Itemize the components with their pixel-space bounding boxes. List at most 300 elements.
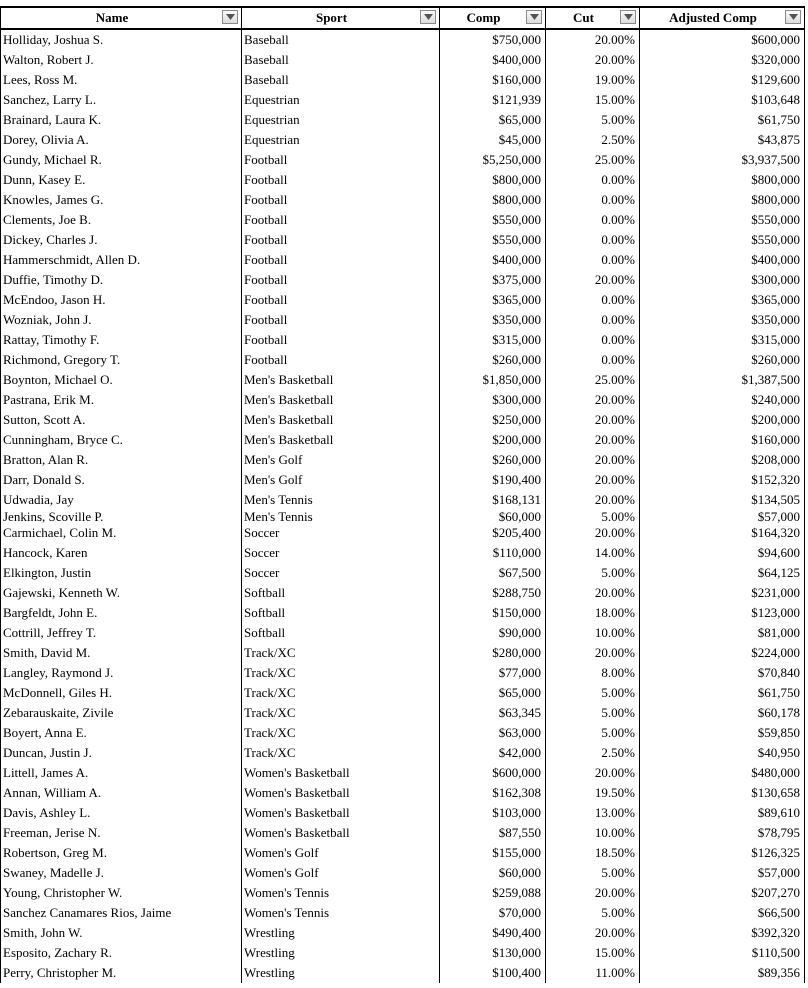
comp-cell[interactable]: $375,000	[440, 270, 546, 290]
table-row	[1, 310, 805, 330]
chevron-down-icon	[424, 14, 433, 20]
table-row	[1, 743, 805, 763]
comp-cell[interactable]: $600,000	[440, 763, 546, 783]
table-row	[1, 470, 805, 490]
cut-cell[interactable]: 0.00%	[546, 210, 640, 230]
sport-cell[interactable]: Football	[242, 170, 440, 190]
comp-cell[interactable]: $77,000	[440, 663, 546, 683]
adjusted-comp-cell[interactable]: $126,325	[640, 843, 805, 863]
name-cell[interactable]: Smith, David M.	[1, 643, 242, 663]
filter-dropdown-button[interactable]	[785, 10, 801, 24]
comp-cell[interactable]: $550,000	[440, 210, 546, 230]
adjusted-comp-cell[interactable]: $61,750	[640, 683, 805, 703]
cut-cell[interactable]: 2.50%	[546, 130, 640, 150]
comp-cell[interactable]: $259,088	[440, 883, 546, 903]
table-row	[1, 903, 805, 923]
comp-cell[interactable]: $800,000	[440, 170, 546, 190]
sport-cell[interactable]: Women's Basketball	[242, 763, 440, 783]
sport-cell[interactable]: Wrestling	[242, 943, 440, 963]
cut-cell[interactable]: 20.00%	[546, 470, 640, 490]
adjusted-comp-cell[interactable]: $103,648	[640, 90, 805, 110]
comp-cell[interactable]: $63,000	[440, 723, 546, 743]
sport-cell[interactable]: Football	[242, 230, 440, 250]
cut-cell[interactable]: 0.00%	[546, 330, 640, 350]
adjusted-comp-cell[interactable]: $800,000	[640, 190, 805, 210]
name-cell[interactable]: Rattay, Timothy F.	[1, 330, 242, 350]
comp-cell[interactable]: $42,000	[440, 743, 546, 763]
chevron-down-icon	[226, 14, 235, 20]
comp-cell[interactable]: $60,000	[440, 863, 546, 883]
table-row	[1, 783, 805, 803]
name-cell[interactable]: Sanchez Canamares Rios, Jaime	[1, 903, 242, 923]
name-cell[interactable]: Gajewski, Kenneth W.	[1, 583, 242, 603]
sport-cell[interactable]: Softball	[242, 603, 440, 623]
comp-cell[interactable]: $70,000	[440, 903, 546, 923]
spreadsheet	[0, 6, 805, 983]
cut-cell[interactable]: 25.00%	[546, 150, 640, 170]
table-row	[1, 923, 805, 943]
sport-cell[interactable]: Football	[242, 150, 440, 170]
sport-cell[interactable]: Football	[242, 210, 440, 230]
name-cell[interactable]: Carmichael, Colin M.	[1, 523, 242, 543]
cut-cell[interactable]: 20.00%	[546, 583, 640, 603]
adjusted-comp-cell[interactable]: $60,178	[640, 703, 805, 723]
name-cell[interactable]: Dunn, Kasey E.	[1, 170, 242, 190]
table-row	[1, 110, 805, 130]
cut-cell[interactable]: 13.00%	[546, 803, 640, 823]
sport-cell[interactable]: Men's Tennis	[242, 510, 440, 523]
table-row	[1, 843, 805, 863]
comp-cell[interactable]: $65,000	[440, 683, 546, 703]
adjusted-comp-cell[interactable]: $110,500	[640, 943, 805, 963]
table-row	[1, 230, 805, 250]
table-row	[1, 643, 805, 663]
comp-cell[interactable]: $45,000	[440, 130, 546, 150]
sport-cell[interactable]: Football	[242, 330, 440, 350]
adjusted-comp-cell[interactable]: $365,000	[640, 290, 805, 310]
name-cell[interactable]: Bratton, Alan R.	[1, 450, 242, 470]
column-header-label: Sport	[315, 10, 348, 25]
sport-cell[interactable]: Equestrian	[242, 110, 440, 130]
cut-cell[interactable]: 11.00%	[546, 963, 640, 983]
comp-cell[interactable]: $288,750	[440, 583, 546, 603]
name-cell[interactable]: Udwadia, Jay	[1, 490, 242, 510]
comp-cell[interactable]: $103,000	[440, 803, 546, 823]
column-header-label: Adjusted Comp	[669, 10, 757, 25]
comp-cell[interactable]: $60,000	[440, 510, 546, 523]
adjusted-comp-cell[interactable]: $160,000	[640, 430, 805, 450]
cut-cell[interactable]: 0.00%	[546, 310, 640, 330]
table-row	[1, 523, 805, 543]
comp-cell[interactable]: $205,400	[440, 523, 546, 543]
name-cell[interactable]: Robertson, Greg M.	[1, 843, 242, 863]
name-cell[interactable]: Clements, Joe B.	[1, 210, 242, 230]
table-row	[1, 50, 805, 70]
comp-cell[interactable]: $150,000	[440, 603, 546, 623]
table-row	[1, 490, 805, 510]
adjusted-comp-cell[interactable]: $78,795	[640, 823, 805, 843]
cut-cell[interactable]: 15.00%	[546, 90, 640, 110]
adjusted-comp-cell[interactable]: $64,125	[640, 563, 805, 583]
table-row	[1, 763, 805, 783]
adjusted-comp-cell[interactable]: $89,610	[640, 803, 805, 823]
name-cell[interactable]: Cunningham, Bryce C.	[1, 430, 242, 450]
cut-cell[interactable]: 15.00%	[546, 943, 640, 963]
adjusted-comp-cell[interactable]: $350,000	[640, 310, 805, 330]
sport-cell[interactable]: Women's Golf	[242, 843, 440, 863]
name-cell[interactable]: Lees, Ross M.	[1, 70, 242, 90]
sport-cell[interactable]: Men's Golf	[242, 470, 440, 490]
name-cell[interactable]: Esposito, Zachary R.	[1, 943, 242, 963]
comp-cell[interactable]: $110,000	[440, 543, 546, 563]
chevron-down-icon	[789, 14, 798, 20]
table-row	[1, 350, 805, 370]
table-row	[1, 863, 805, 883]
adjusted-comp-cell[interactable]: $550,000	[640, 210, 805, 230]
comp-cell[interactable]: $100,400	[440, 963, 546, 983]
cut-cell[interactable]: 5.00%	[546, 723, 640, 743]
name-cell[interactable]: Bargfeldt, John E.	[1, 603, 242, 623]
cut-cell[interactable]: 19.00%	[546, 70, 640, 90]
adjusted-comp-cell[interactable]: $57,000	[640, 510, 805, 523]
name-cell[interactable]: Zebarauskaite, Zivile	[1, 703, 242, 723]
sport-cell[interactable]: Track/XC	[242, 663, 440, 683]
sport-cell[interactable]: Wrestling	[242, 923, 440, 943]
table-row	[1, 583, 805, 603]
comp-cell[interactable]: $87,550	[440, 823, 546, 843]
sport-cell[interactable]: Track/XC	[242, 643, 440, 663]
column-header-cut	[546, 7, 640, 29]
name-cell[interactable]: Gundy, Michael R.	[1, 150, 242, 170]
sport-cell[interactable]: Softball	[242, 583, 440, 603]
sport-cell[interactable]: Football	[242, 310, 440, 330]
sport-cell[interactable]: Track/XC	[242, 743, 440, 763]
cut-cell[interactable]: 20.00%	[546, 923, 640, 943]
adjusted-comp-cell[interactable]: $320,000	[640, 50, 805, 70]
sport-cell[interactable]: Men's Tennis	[242, 490, 440, 510]
cut-cell[interactable]: 5.00%	[546, 563, 640, 583]
cut-cell[interactable]: 20.00%	[546, 410, 640, 430]
adjusted-comp-cell[interactable]: $66,500	[640, 903, 805, 923]
comp-cell[interactable]: $130,000	[440, 943, 546, 963]
sport-cell[interactable]: Football	[242, 290, 440, 310]
name-cell[interactable]: Elkington, Justin	[1, 563, 242, 583]
comp-cell[interactable]: $63,345	[440, 703, 546, 723]
comp-cell[interactable]: $750,000	[440, 29, 546, 50]
cut-cell[interactable]: 0.00%	[546, 170, 640, 190]
cut-cell[interactable]: 5.00%	[546, 863, 640, 883]
sport-cell[interactable]: Women's Tennis	[242, 903, 440, 923]
comp-cell[interactable]: $260,000	[440, 350, 546, 370]
adjusted-comp-cell[interactable]: $208,000	[640, 450, 805, 470]
adjusted-comp-cell[interactable]: $300,000	[640, 270, 805, 290]
cut-cell[interactable]: 0.00%	[546, 190, 640, 210]
table-row	[1, 270, 805, 290]
adjusted-comp-cell[interactable]: $40,950	[640, 743, 805, 763]
cut-cell[interactable]: 14.00%	[546, 543, 640, 563]
adjusted-comp-cell[interactable]: $1,387,500	[640, 370, 805, 390]
sport-cell[interactable]: Soccer	[242, 563, 440, 583]
comp-cell[interactable]: $155,000	[440, 843, 546, 863]
table-row	[1, 190, 805, 210]
cut-cell[interactable]: 18.50%	[546, 843, 640, 863]
cut-cell[interactable]: 20.00%	[546, 390, 640, 410]
table-row	[1, 823, 805, 843]
comp-cell[interactable]: $350,000	[440, 310, 546, 330]
cut-cell[interactable]: 5.00%	[546, 703, 640, 723]
filter-dropdown-button[interactable]	[526, 10, 542, 24]
cut-cell[interactable]: 20.00%	[546, 523, 640, 543]
table-row	[1, 963, 805, 983]
column-header-name	[1, 7, 242, 29]
cut-cell[interactable]: 0.00%	[546, 230, 640, 250]
name-cell[interactable]: Darr, Donald S.	[1, 470, 242, 490]
table-row	[1, 883, 805, 903]
name-cell[interactable]: Duffie, Timothy D.	[1, 270, 242, 290]
adjusted-comp-cell[interactable]: $129,600	[640, 70, 805, 90]
sport-cell[interactable]: Wrestling	[242, 963, 440, 983]
cut-cell[interactable]: 20.00%	[546, 430, 640, 450]
table-row	[1, 803, 805, 823]
adjusted-comp-cell[interactable]: $164,320	[640, 523, 805, 543]
sport-cell[interactable]: Men's Basketball	[242, 430, 440, 450]
cut-cell[interactable]: 19.50%	[546, 783, 640, 803]
adjusted-comp-cell[interactable]: $43,875	[640, 130, 805, 150]
name-cell[interactable]: Holliday, Joshua S.	[1, 29, 242, 50]
adjusted-comp-cell[interactable]: $61,750	[640, 110, 805, 130]
adjusted-comp-cell[interactable]: $207,270	[640, 883, 805, 903]
adjusted-comp-cell[interactable]: $480,000	[640, 763, 805, 783]
adjusted-comp-cell[interactable]: $400,000	[640, 250, 805, 270]
cut-cell[interactable]: 20.00%	[546, 29, 640, 50]
name-cell[interactable]: Knowles, James G.	[1, 190, 242, 210]
cut-cell[interactable]: 0.00%	[546, 250, 640, 270]
adjusted-comp-cell[interactable]: $800,000	[640, 170, 805, 190]
sport-cell[interactable]: Equestrian	[242, 130, 440, 150]
name-cell[interactable]: Dorey, Olivia A.	[1, 130, 242, 150]
comp-cell[interactable]: $67,500	[440, 563, 546, 583]
adjusted-comp-cell[interactable]: $57,000	[640, 863, 805, 883]
comp-cell[interactable]: $190,400	[440, 470, 546, 490]
sport-cell[interactable]: Women's Golf	[242, 863, 440, 883]
name-cell[interactable]: Young, Christopher W.	[1, 883, 242, 903]
adjusted-comp-cell[interactable]: $600,000	[640, 29, 805, 50]
cut-cell[interactable]: 20.00%	[546, 763, 640, 783]
name-cell[interactable]: Cottrill, Jeffrey T.	[1, 623, 242, 643]
name-cell[interactable]: Jenkins, Scoville P.	[1, 510, 242, 523]
comp-cell[interactable]: $162,308	[440, 783, 546, 803]
adjusted-comp-cell[interactable]: $81,000	[640, 623, 805, 643]
compensation-table	[0, 6, 805, 983]
adjusted-comp-cell[interactable]: $392,320	[640, 923, 805, 943]
sport-cell[interactable]: Soccer	[242, 543, 440, 563]
name-cell[interactable]: Littell, James A.	[1, 763, 242, 783]
sport-cell[interactable]: Football	[242, 270, 440, 290]
name-cell[interactable]: Duncan, Justin J.	[1, 743, 242, 763]
cut-cell[interactable]: 20.00%	[546, 643, 640, 663]
sport-cell[interactable]: Women's Tennis	[242, 883, 440, 903]
cut-cell[interactable]: 10.00%	[546, 823, 640, 843]
name-cell[interactable]: Smith, John W.	[1, 923, 242, 943]
adjusted-comp-cell[interactable]: $315,000	[640, 330, 805, 350]
sport-cell[interactable]: Women's Basketball	[242, 803, 440, 823]
table-row	[1, 410, 805, 430]
cut-cell[interactable]: 0.00%	[546, 290, 640, 310]
sport-cell[interactable]: Women's Basketball	[242, 823, 440, 843]
name-cell[interactable]: Brainard, Laura K.	[1, 110, 242, 130]
table-body	[1, 29, 805, 983]
chevron-down-icon	[530, 14, 539, 20]
table-row	[1, 543, 805, 563]
sport-cell[interactable]: Football	[242, 190, 440, 210]
sport-cell[interactable]: Track/XC	[242, 683, 440, 703]
cut-cell[interactable]: 5.00%	[546, 903, 640, 923]
cut-cell[interactable]: 5.00%	[546, 510, 640, 523]
cut-cell[interactable]: 5.00%	[546, 683, 640, 703]
comp-cell[interactable]: $550,000	[440, 230, 546, 250]
sport-cell[interactable]: Women's Basketball	[242, 783, 440, 803]
comp-cell[interactable]: $260,000	[440, 450, 546, 470]
adjusted-comp-cell[interactable]: $200,000	[640, 410, 805, 430]
comp-cell[interactable]: $5,250,000	[440, 150, 546, 170]
table-row	[1, 150, 805, 170]
table-row	[1, 250, 805, 270]
comp-cell[interactable]: $300,000	[440, 390, 546, 410]
adjusted-comp-cell[interactable]: $224,000	[640, 643, 805, 663]
comp-cell[interactable]: $90,000	[440, 623, 546, 643]
filter-dropdown-button[interactable]	[222, 10, 238, 24]
cut-cell[interactable]: 20.00%	[546, 50, 640, 70]
cut-cell[interactable]: 0.00%	[546, 350, 640, 370]
sport-cell[interactable]: Football	[242, 250, 440, 270]
sport-cell[interactable]: Baseball	[242, 29, 440, 50]
name-cell[interactable]: Langley, Raymond J.	[1, 663, 242, 683]
cut-cell[interactable]: 20.00%	[546, 270, 640, 290]
filter-dropdown-button[interactable]	[620, 10, 636, 24]
name-cell[interactable]: Sanchez, Larry L.	[1, 90, 242, 110]
sport-cell[interactable]: Equestrian	[242, 90, 440, 110]
cut-cell[interactable]: 20.00%	[546, 450, 640, 470]
cut-cell[interactable]: 20.00%	[546, 883, 640, 903]
name-cell[interactable]: Hancock, Karen	[1, 543, 242, 563]
comp-cell[interactable]: $121,939	[440, 90, 546, 110]
cut-cell[interactable]: 18.00%	[546, 603, 640, 623]
name-cell[interactable]: McDonnell, Giles H.	[1, 683, 242, 703]
cut-cell[interactable]: 10.00%	[546, 623, 640, 643]
comp-cell[interactable]: $490,400	[440, 923, 546, 943]
column-header-comp	[440, 7, 546, 29]
table-row	[1, 703, 805, 723]
table-row	[1, 623, 805, 643]
adjusted-comp-cell[interactable]: $70,840	[640, 663, 805, 683]
header-row	[1, 7, 805, 29]
sport-cell[interactable]: Football	[242, 350, 440, 370]
name-cell[interactable]: Sutton, Scott A.	[1, 410, 242, 430]
table-row	[1, 723, 805, 743]
comp-cell[interactable]: $315,000	[440, 330, 546, 350]
name-cell[interactable]: McEndoo, Jason H.	[1, 290, 242, 310]
sport-cell[interactable]: Men's Basketball	[242, 410, 440, 430]
comp-cell[interactable]: $250,000	[440, 410, 546, 430]
sport-cell[interactable]: Men's Basketball	[242, 390, 440, 410]
column-header-sport	[242, 7, 440, 29]
comp-cell[interactable]: $280,000	[440, 643, 546, 663]
name-cell[interactable]: Swaney, Madelle J.	[1, 863, 242, 883]
adjusted-comp-cell[interactable]: $134,505	[640, 490, 805, 510]
adjusted-comp-cell[interactable]: $94,600	[640, 543, 805, 563]
comp-cell[interactable]: $200,000	[440, 430, 546, 450]
cut-cell[interactable]: 8.00%	[546, 663, 640, 683]
adjusted-comp-cell[interactable]: $260,000	[640, 350, 805, 370]
name-cell[interactable]: Boyert, Anna E.	[1, 723, 242, 743]
comp-cell[interactable]: $160,000	[440, 70, 546, 90]
table-row	[1, 603, 805, 623]
column-header-label: Name	[95, 10, 129, 25]
comp-cell[interactable]: $800,000	[440, 190, 546, 210]
name-cell[interactable]: Hammerschmidt, Allen D.	[1, 250, 242, 270]
name-cell[interactable]: Richmond, Gregory T.	[1, 350, 242, 370]
column-header-adjusted-comp	[640, 7, 805, 29]
table-row	[1, 563, 805, 583]
filter-dropdown-button[interactable]	[420, 10, 436, 24]
sport-cell[interactable]: Softball	[242, 623, 440, 643]
sport-cell[interactable]: Track/XC	[242, 703, 440, 723]
comp-cell[interactable]: $400,000	[440, 50, 546, 70]
comp-cell[interactable]: $65,000	[440, 110, 546, 130]
cut-cell[interactable]: 20.00%	[546, 490, 640, 510]
adjusted-comp-cell[interactable]: $152,320	[640, 470, 805, 490]
adjusted-comp-cell[interactable]: $550,000	[640, 230, 805, 250]
sport-cell[interactable]: Baseball	[242, 50, 440, 70]
name-cell[interactable]: Annan, William A.	[1, 783, 242, 803]
table-row	[1, 290, 805, 310]
table-row	[1, 330, 805, 350]
table-row	[1, 70, 805, 90]
cut-cell[interactable]: 25.00%	[546, 370, 640, 390]
adjusted-comp-cell[interactable]: $3,937,500	[640, 150, 805, 170]
name-cell[interactable]: Pastrana, Erik M.	[1, 390, 242, 410]
comp-cell[interactable]: $168,131	[440, 490, 546, 510]
table-row	[1, 663, 805, 683]
name-cell[interactable]: Freeman, Jerise N.	[1, 823, 242, 843]
table-row	[1, 210, 805, 230]
name-cell[interactable]: Davis, Ashley L.	[1, 803, 242, 823]
comp-cell[interactable]: $1,850,000	[440, 370, 546, 390]
adjusted-comp-cell[interactable]: $123,000	[640, 603, 805, 623]
comp-cell[interactable]: $365,000	[440, 290, 546, 310]
adjusted-comp-cell[interactable]: $240,000	[640, 390, 805, 410]
table-row	[1, 130, 805, 150]
name-cell[interactable]: Boynton, Michael O.	[1, 370, 242, 390]
adjusted-comp-cell[interactable]: $89,356	[640, 963, 805, 983]
adjusted-comp-cell[interactable]: $231,000	[640, 583, 805, 603]
sport-cell[interactable]: Track/XC	[242, 723, 440, 743]
name-cell[interactable]: Wozniak, John J.	[1, 310, 242, 330]
name-cell[interactable]: Dickey, Charles J.	[1, 230, 242, 250]
cut-cell[interactable]: 5.00%	[546, 110, 640, 130]
comp-cell[interactable]: $400,000	[440, 250, 546, 270]
sport-cell[interactable]: Baseball	[242, 70, 440, 90]
table-row	[1, 450, 805, 470]
adjusted-comp-cell[interactable]: $130,658	[640, 783, 805, 803]
sport-cell[interactable]: Soccer	[242, 523, 440, 543]
adjusted-comp-cell[interactable]: $59,850	[640, 723, 805, 743]
sport-cell[interactable]: Men's Golf	[242, 450, 440, 470]
name-cell[interactable]: Perry, Christopher M.	[1, 963, 242, 983]
cut-cell[interactable]: 2.50%	[546, 743, 640, 763]
name-cell[interactable]: Walton, Robert J.	[1, 50, 242, 70]
sport-cell[interactable]: Men's Basketball	[242, 370, 440, 390]
